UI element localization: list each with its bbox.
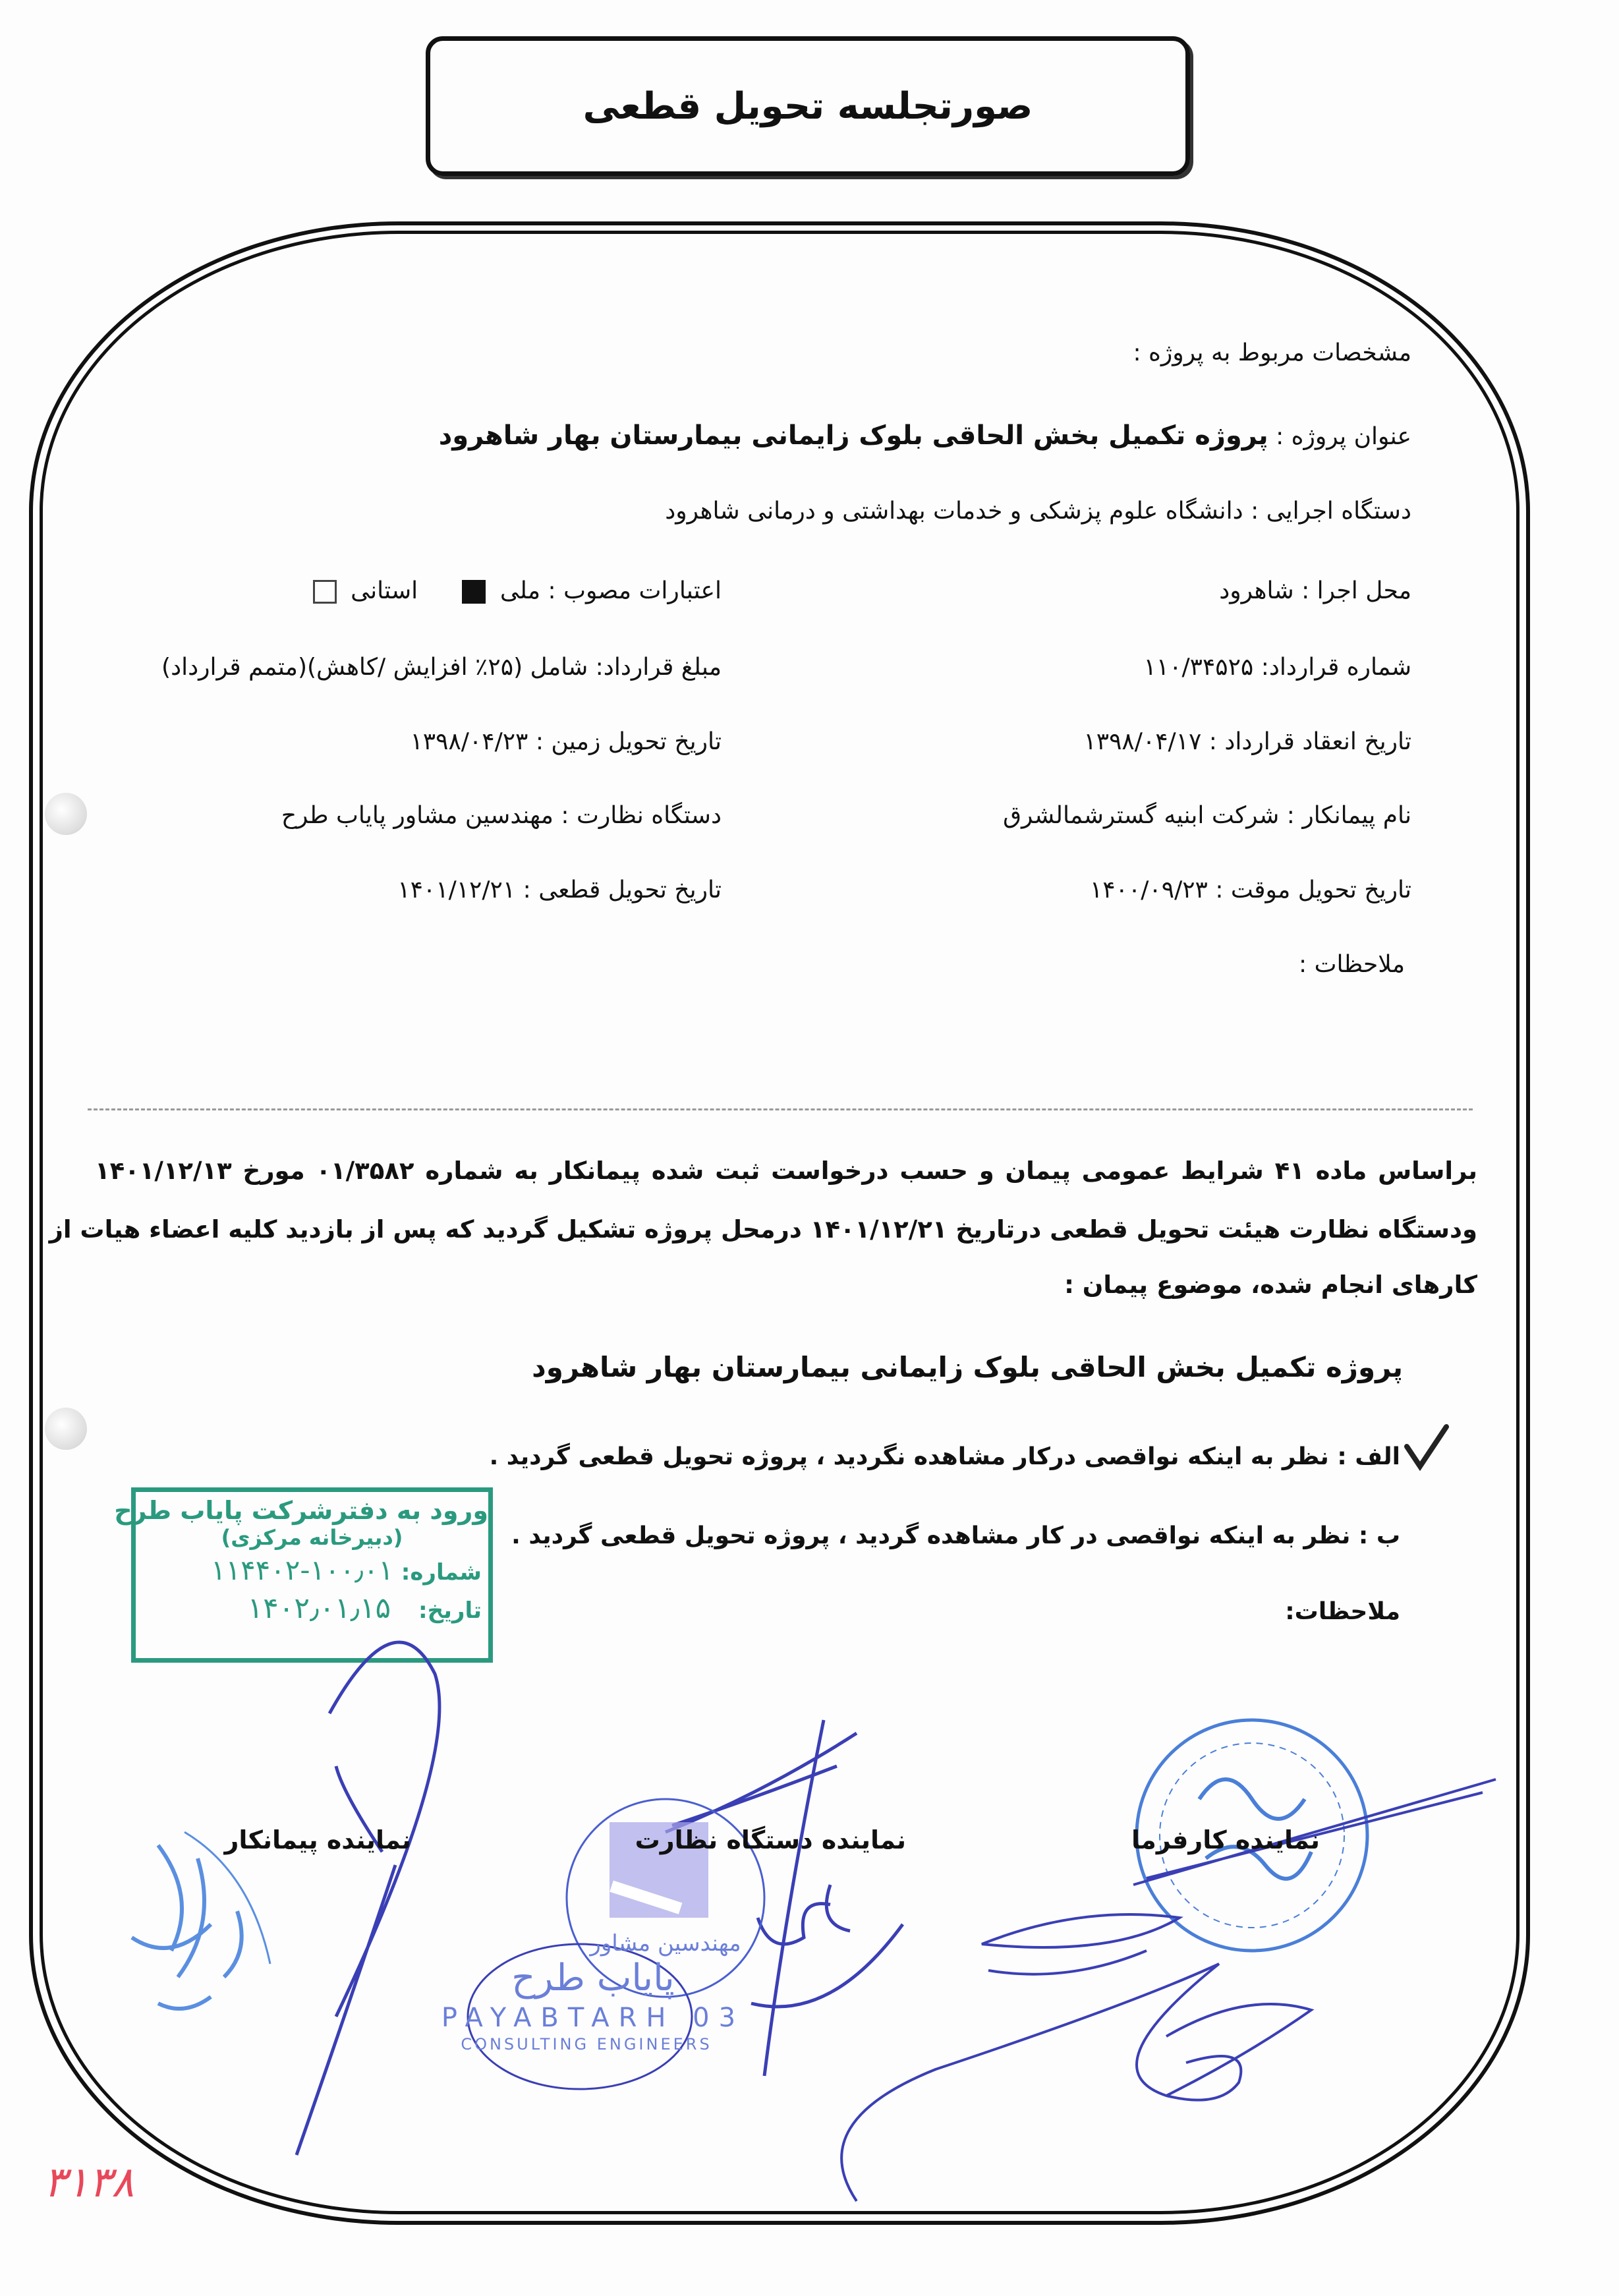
stamp-line-1: ورود به دفترشرکت پایاب طرح bbox=[114, 1496, 488, 1525]
contractor-representative-label: نماینده پیمانکار bbox=[224, 1825, 411, 1854]
option-b: ب : نظر به اینکه نواقصی در کار مشاهده گردید ، پروژه تحویل قطعی گردید . bbox=[511, 1522, 1400, 1549]
credits-provincial-checkbox[interactable] bbox=[313, 580, 337, 604]
stamp-number-label: شماره: bbox=[401, 1559, 482, 1586]
seal-fa-line-2: پایاب طرح bbox=[511, 1957, 675, 1999]
executor-label: دستگاه اجرایی : bbox=[1251, 498, 1411, 525]
credits-national-checkbox[interactable] bbox=[462, 580, 486, 604]
location: محل اجرا : شاهرود bbox=[1219, 577, 1411, 604]
document-title: صورتجلسه تحویل قطعی bbox=[582, 85, 1033, 128]
title-box bbox=[426, 36, 1190, 176]
specs-remarks: ملاحظات : bbox=[1299, 951, 1405, 978]
body-line-2: ودستگاه نظارت هیئت تحویل قطعی درتاریخ ۱۴۰۱/۱۲/۲۱ درمحل پروژه تشکیل گردید که پس از بازدید کلیه اعضاء هیات از bbox=[49, 1215, 1477, 1244]
seal-en-line-1: PAYABTARH 03 bbox=[441, 2003, 745, 2033]
stamp-date-label: تاریخ: bbox=[418, 1597, 482, 1624]
body-project-name: پروژه تکمیل بخش الحاقی بلوک زایمانی بیمارستان بهار شاهرود bbox=[532, 1351, 1403, 1383]
stamp-line-2: (دبیرخانه مرکزی) bbox=[221, 1525, 403, 1550]
checkmark-icon bbox=[1404, 1423, 1450, 1473]
specs-heading: مشخصات مربوط به پروژه : bbox=[1133, 339, 1411, 366]
contract-amount: مبلغ قرارداد: شامل (۲۵٪ افزایش /کاهش)(متمم قرارداد) bbox=[161, 654, 722, 681]
credits-national-label: ملی bbox=[499, 577, 541, 604]
supervisor-representative-label: نماینده دستگاه نظارت bbox=[635, 1825, 906, 1854]
executor-row bbox=[665, 498, 1411, 525]
final-delivery-date: تاریخ تحویل قطعی : ۱۴۰۱/۱۲/۲۱ bbox=[397, 876, 722, 904]
temporary-delivery-date: تاریخ تحویل موقت : ۱۴۰۰/۰۹/۲۳ bbox=[1089, 876, 1411, 904]
option-a: الف : نظر به اینکه نواقصی درکار مشاهده نگردید ، پروژه تحویل قطعی گردید . bbox=[489, 1443, 1400, 1470]
page-number: ۳۱۳۸ bbox=[43, 2158, 134, 2207]
contractor-signature bbox=[297, 1642, 440, 2155]
divider bbox=[88, 1108, 1473, 1110]
employer-representative-label: نماینده کارفرما bbox=[1131, 1825, 1320, 1854]
stamp-date-value: ۱۴۰۲٫۰۱٫۱۵ bbox=[247, 1592, 391, 1625]
stamp-number-value: ۱۰۰٫۰۱-۱۱۴۴۰۲ bbox=[210, 1554, 393, 1586]
body-remarks: ملاحظات: bbox=[1285, 1598, 1400, 1625]
contract-date: تاریخ انعقاد قرارداد : ۱۳۹۸/۰۴/۱۷ bbox=[1083, 728, 1411, 755]
project-title-row bbox=[439, 420, 1411, 451]
body-line-1: براساس ماده ۴۱ شرایط عمومی پیمان و حسب درخواست ثبت شده پیمانکار به شماره ۰۱/۳۵۸۲ مورخ ۱۴۰۱/۱۲/۱۳ bbox=[95, 1157, 1477, 1185]
seal-en-line-2: CONSULTING ENGINEERS bbox=[461, 2035, 712, 2053]
contract-number: شماره قرارداد: ۱۱۰/۳۴۵۲۵ bbox=[1143, 654, 1411, 681]
contractor-name: نام پیمانکار : شرکت ابنیه گسترشمالشرق bbox=[1003, 802, 1411, 829]
punch-hole bbox=[45, 793, 87, 835]
project-title-label: عنوان پروژه : bbox=[1276, 423, 1411, 450]
credits-label: اعتبارات مصوب : bbox=[548, 577, 722, 604]
punch-hole bbox=[45, 1408, 87, 1450]
supervisor-name: دستگاه نظارت : مهندسین مشاور پایاب طرح bbox=[281, 802, 722, 829]
credits-row bbox=[306, 577, 722, 604]
credits-provincial-label: استانی bbox=[351, 577, 418, 604]
signatures-layer bbox=[0, 1634, 1619, 2260]
land-delivery-date: تاریخ تحویل زمین : ۱۳۹۸/۰۴/۲۳ bbox=[410, 728, 722, 755]
executor-value: دانشگاه علوم پزشکی و خدمات بهداشتی و درمانی شاهرود bbox=[665, 498, 1243, 525]
body-line-3: کارهای انجام شده، موضوع پیمان : bbox=[1064, 1271, 1477, 1299]
contractor-seal bbox=[132, 1832, 270, 2009]
seal-fa-line-1: مهندسین مشاور bbox=[590, 1930, 741, 1957]
project-title-value: پروژه تکمیل بخش الحاقی بلوک زایمانی بیمارستان بهار شاهرود bbox=[438, 420, 1268, 451]
